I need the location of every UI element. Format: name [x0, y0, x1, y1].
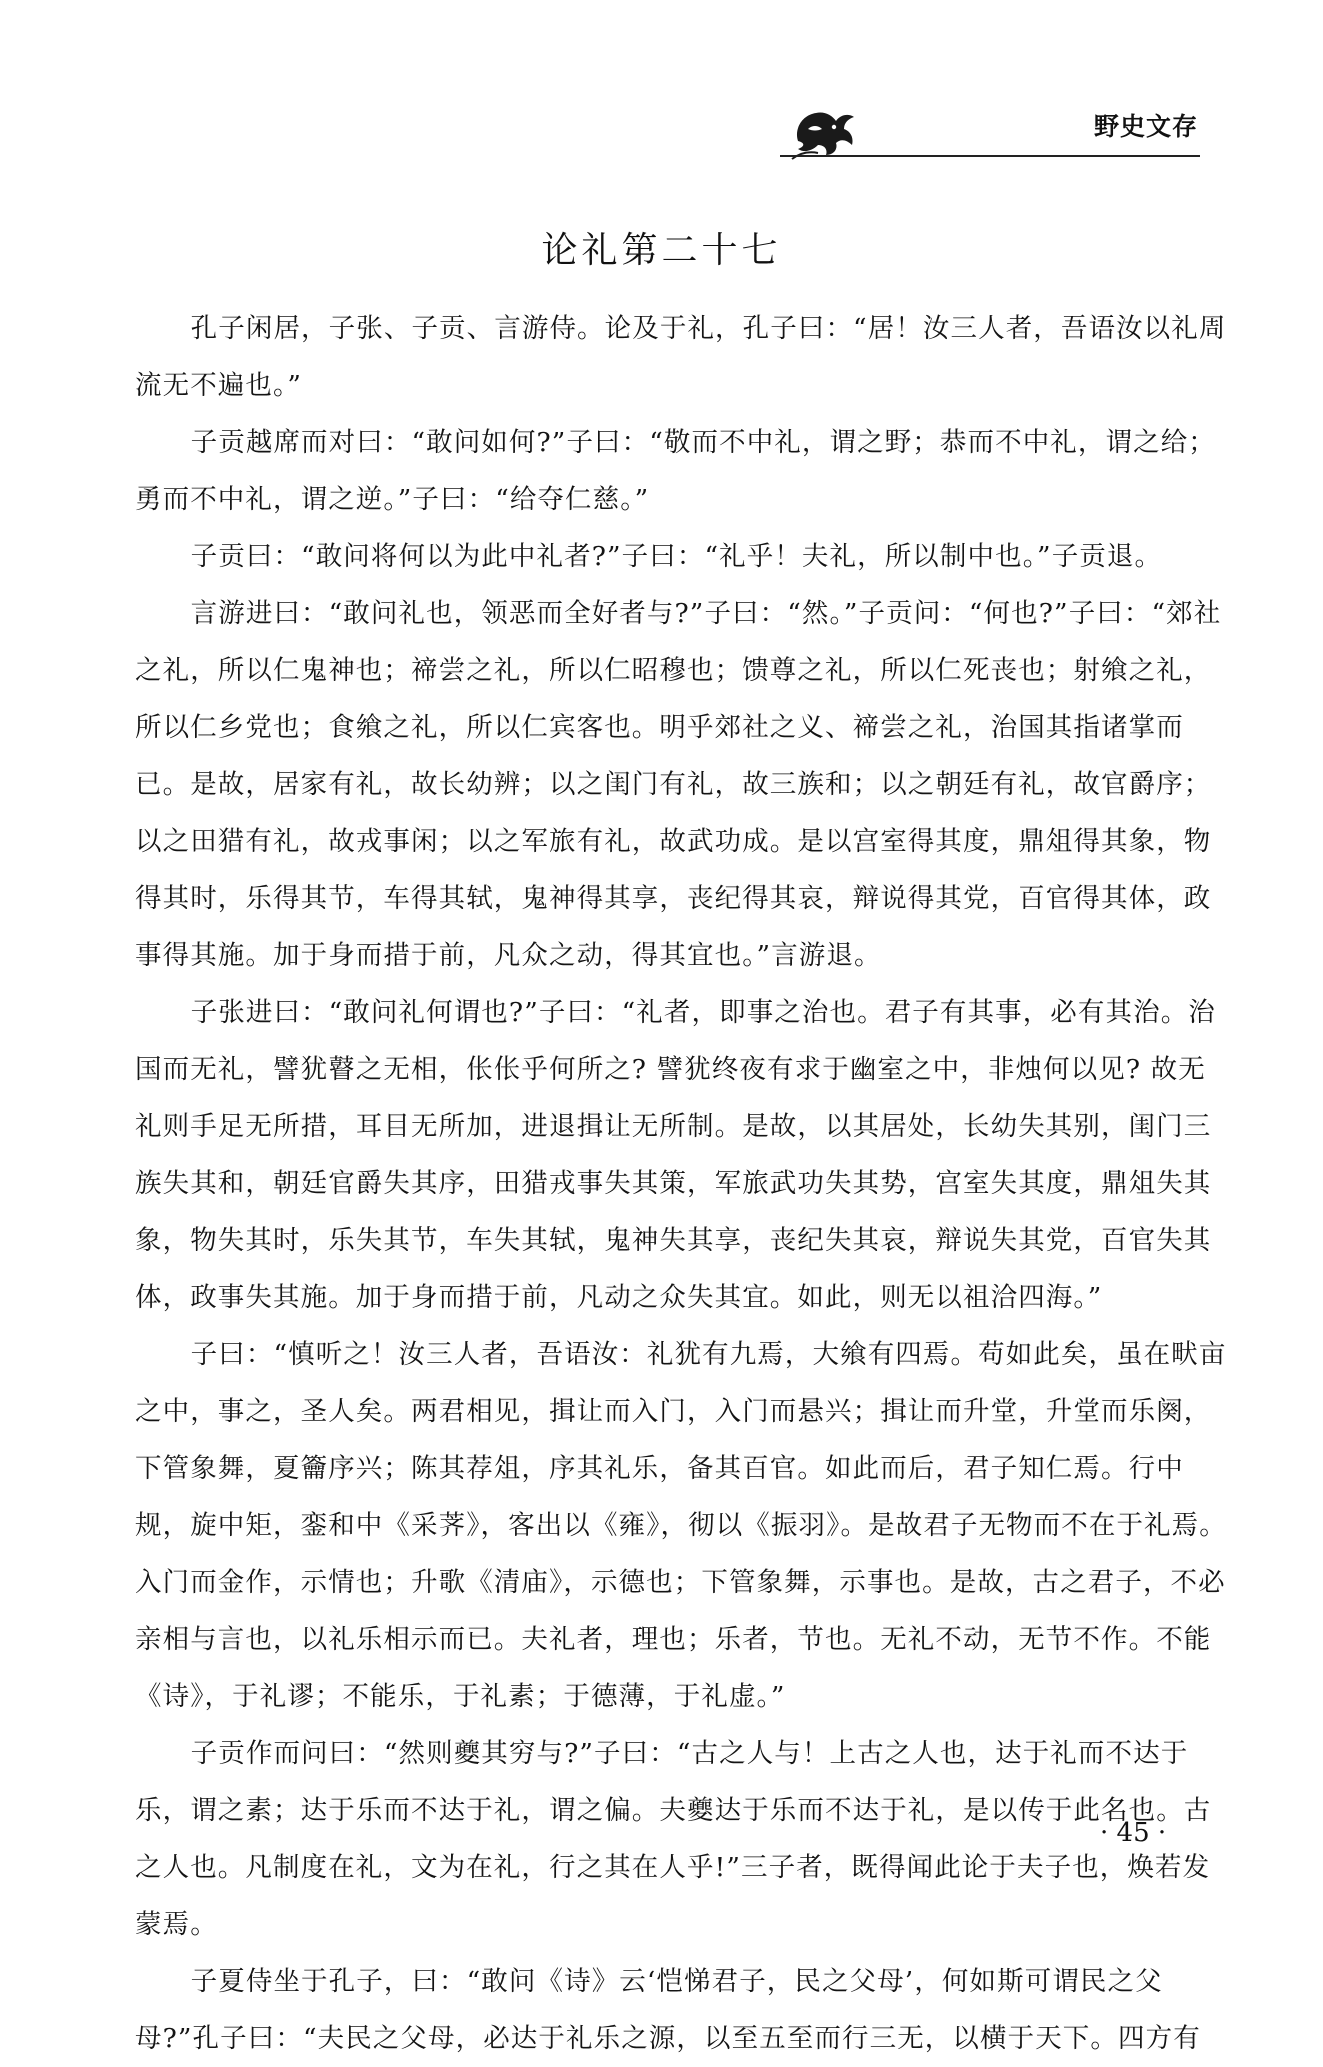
paragraph: 子贡越席而对曰：“敢问如何?”子曰：“敬而不中礼，谓之野；恭而不中礼，谓之给；勇而不中礼，谓之逆。”子曰：“给夺仁慈。”: [135, 427, 1216, 515]
paragraph: 子张进曰：“敢问礼何谓也?”子曰：“礼者，即事之治也。君子有其事，必有其治。治国而无礼，譬犹瞽之无相，伥伥乎何所之? 譬犹终夜有求于幽室之中，非烛何以见? 故无礼则手足无所措，耳目无所加，进退揖让无所制。是故，以其居处，长幼失其别，闺门三族失其和，朝廷官爵失其序，田猎戎事失其策，军旅武功失其势，宫室失其度，鼎俎失其象，物失其时，乐失其节，车失其轼，鬼神失其享，丧纪失其哀，辩说失其党，百官失其体，政事失其施。加于身而措于前，凡动之众失其宜。如此，则无以祖洽四海。”: [135, 997, 1216, 1313]
paragraph: 孔子闲居，子张、子贡、言游侍。论及于礼，孔子曰：“居！汝三人者，吾语汝以礼周流无不遍也。”: [135, 313, 1227, 401]
running-header: [780, 95, 1210, 175]
header-rule: [780, 155, 1200, 157]
series-name: 野史文存: [1093, 112, 1198, 141]
page-number: · 45 ·: [1100, 1818, 1167, 1848]
paragraph: 子曰：“慎听之！汝三人者，吾语汝：礼犹有九焉，大飨有四焉。苟如此矣，虽在畎亩之中，事之，圣人矣。两君相见，揖让而入门，入门而悬兴；揖让而升堂，升堂而乐阕，下管象舞，夏籥序兴；陈其荐俎，序其礼乐，备其百官。如此而后，君子知仁焉。行中规，旋中矩，銮和中《采荠》，客出以《雍》，彻以《振羽》。是故君子无物而不在于礼焉。入门而金作，示情也；升歌《清庙》，示德也；下管象舞，示事也。是故，古之君子，不必亲相与言也，以礼乐相示而已。夫礼者，理也；乐者，节也。无礼不动，无节不作。不能《诗》，于礼谬；不能乐，于礼素；于德薄，于礼虚。”: [135, 1339, 1227, 1712]
chapter-title: 论礼第二十七: [541, 230, 782, 271]
paragraph: 子夏侍坐于孔子，曰：“敢问《诗》云‘恺悌君子，民之父母’，何如斯可谓民之父母?”孔子曰：“夫民之父母，必达于礼乐之源，以至五至而行三无，以横于天下。四方有: [135, 1966, 1201, 2054]
dragon-icon: [788, 101, 860, 161]
paragraph: 子贡曰：“敢问将何以为此中礼者?”子曰：“礼乎！夫礼，所以制中也。”子贡退。: [190, 541, 1163, 572]
paragraph: 言游进曰：“敢问礼也，领恶而全好者与?”子曰：“然。”子贡问：“何也?”子曰：“郊社之礼，所以仁鬼神也；禘尝之礼，所以仁昭穆也；馈尊之礼，所以仁死丧也；射飨之礼，所以仁乡党也；食飨之礼，所以仁宾客也。明乎郊社之义、禘尝之礼，治国其指诸掌而已。是故，居家有礼，故长幼辨；以之闺门有礼，故三族和；以之朝廷有礼，故官爵序；以之田猎有礼，故戎事闲；以之军旅有礼，故武功成。是以宫室得其度，鼎俎得其象，物得其时，乐得其节，车得其轼，鬼神得其享，丧纪得其哀，辩说得其党，百官得其体，政事得其施。加于身而措于前，凡众之动，得其宜也。”言游退。: [135, 598, 1222, 971]
paragraph: 子贡作而问曰：“然则夔其穷与?”子曰：“古之人与！上古之人也，达于礼而不达于乐，谓之素；达于乐而不达于礼，谓之偏。夫夔达于乐而不达于礼，是以传于此名也。古之人也。凡制度在礼，文为在礼，行之其在人乎!”三子者，既得闻此论于夫子也，焕若发蒙焉。: [135, 1738, 1212, 1940]
body-text: [135, 300, 1230, 2067]
